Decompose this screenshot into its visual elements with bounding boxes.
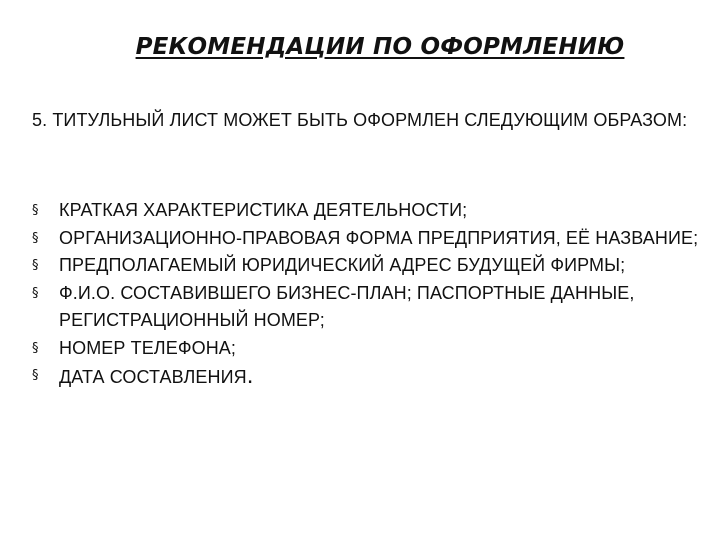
bullet-icon: § [32,230,39,246]
list-item-text: ОРГАНИЗАЦИОННО-ПРАВОВАЯ ФОРМА ПРЕДПРИЯТИЯ, ЕЁ НАЗВАНИЕ; [59,227,699,248]
list-item [32,280,704,335]
list-item-text: НОМЕР ТЕЛЕФОНА; [59,337,237,358]
list-item [32,197,704,225]
list-item-text: Ф.И.О. СОСТАВИВШЕГО БИЗНЕС-ПЛАН; ПАСПОРТНЫЕ ДАННЫЕ, РЕГИСТРАЦИОННЫЙ НОМЕР; [59,282,635,330]
intro-text: 5. ТИТУЛЬНЫЙ ЛИСТ МОЖЕТ БЫТЬ ОФОРМЛЕН СЛЕДУЮЩИМ ОБРАЗОМ: [32,110,688,130]
page-title: РЕКОМЕНДАЦИИ ПО ОФОРМЛЕНИЮ [135,34,625,60]
bullet-icon: § [32,368,39,383]
list-item [32,225,704,253]
list-item-period: . [246,362,254,389]
list-item [32,335,704,363]
bullet-icon: § [32,285,39,301]
bullet-icon: § [32,340,39,356]
bullet-icon: § [32,258,39,273]
list-item [32,362,704,392]
list-item-text: ПРЕДПОЛАГАЕМЫЙ ЮРИДИЧЕСКИЙ АДРЕС БУДУЩЕЙ ФИРМЫ; [59,255,626,275]
recommendation-list [32,197,704,392]
list-item-text: КРАТКАЯ ХАРАКТЕРИСТИКА ДЕЯТЕЛЬНОСТИ; [59,200,468,220]
list-item [32,252,704,280]
bullet-icon: § [32,203,39,218]
list-item-text: ДАТА СОСТАВЛЕНИЯ [59,367,247,387]
